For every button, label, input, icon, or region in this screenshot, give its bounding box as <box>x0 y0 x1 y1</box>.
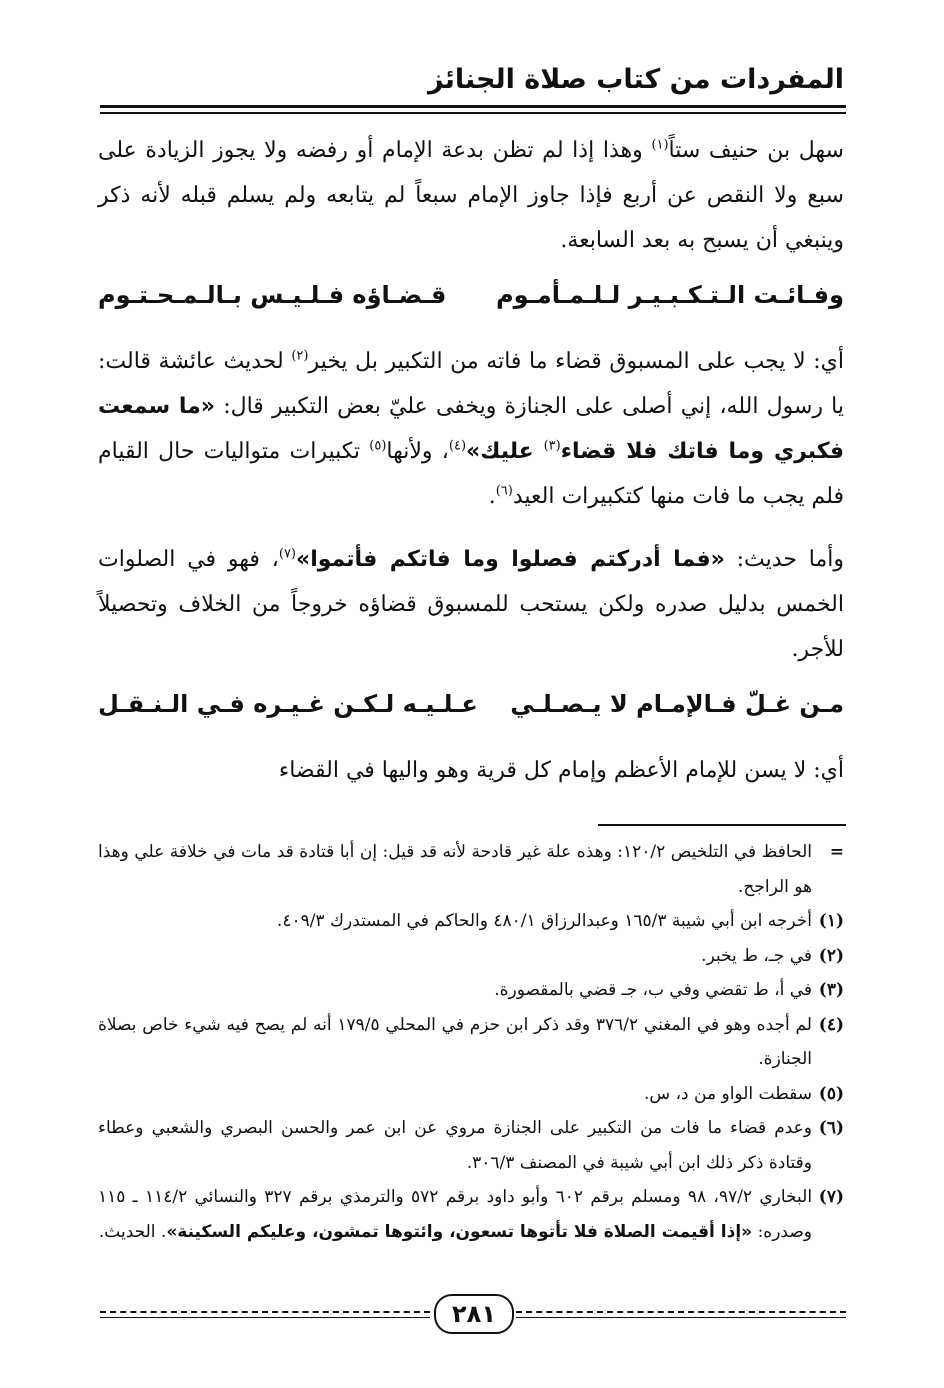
paragraph: أي: لا يسن للإمام الأعظم وإمام كل قرية وهو واليها في القضاء <box>278 758 844 783</box>
text-run: سهل بن حنيف ستاً <box>668 138 844 163</box>
verse-heading <box>98 269 844 321</box>
footnote-number: = <box>829 842 844 862</box>
verse-hemistich-2: قـضـاؤه فـلـيـس بـالـمـحـتـوم <box>98 281 447 309</box>
hadith-quote: «ما سمعت فكبري وما فاتك فلا قضاء <box>98 394 844 464</box>
footnote-number: (١) <box>818 911 844 931</box>
footnote <box>98 1111 844 1180</box>
footnote-ref: (٢) <box>291 348 309 364</box>
running-head: المفردات من كتاب صلاة الجنائز <box>427 64 844 95</box>
footnotes <box>98 835 844 1249</box>
footnote-text: الحافظ في التلخيص ١٢٠/٢: وهذه علة غير قادحة لأنه قد قيل: إن أبا قتادة قد مات في خلافة علي وهذا هو الراجح. <box>98 842 812 897</box>
footnote-number: (٦) <box>818 1118 844 1138</box>
header-rule-thin <box>100 112 846 114</box>
footnote <box>98 904 844 939</box>
footnote-number: (٢) <box>818 945 844 966</box>
footnote <box>98 1180 844 1249</box>
text-run: وهذا إذا لم تظن بدعة الإمام أو رفضه ولا يجوز الزيادة على سبع ولا النقص عن أربع فإذا جاوز الإمام سبعاً لم يتابعه ولم يسلم قبله لأنه ذكر وينبغي أن يسبح به بعد السابعة. <box>98 138 844 253</box>
footer-rule-left <box>100 1311 430 1313</box>
footnote-ref: (١) <box>651 137 669 153</box>
verse-hemistich-2: عـلـيـه لـكـن غـيـره فـي الـنـقـل <box>98 690 478 718</box>
footnote <box>98 1077 844 1112</box>
footnote <box>98 939 844 974</box>
footnote-text: وعدم قضاء ما فات من التكبير على الجنازة مروي عن ابن عمر والحسن البصري والشعبي وعطاء وقتادة ذكر ذلك ابن أبي شيبة في المصنف ٣٠٦/٣. <box>98 1118 812 1173</box>
verse-heading <box>98 678 844 730</box>
footnote-number: (٥) <box>818 1083 844 1104</box>
text-run: أي: لا يجب على المسبوق قضاء ما فاته من التكبير بل يخير <box>308 349 845 374</box>
hadith-quote: «فما أدركتم فصلوا وما فاتكم فأتموا» <box>296 547 725 572</box>
footer-rule-left-solid <box>100 1317 430 1318</box>
footnote-ref: (٦) <box>495 483 513 499</box>
paragraph <box>98 537 844 672</box>
footer-rule-right <box>516 1311 846 1313</box>
hadith-quote: «إذا أقيمت الصلاة فلا تأتوها تسعون، وائتوها تمشون، وعليكم السكينة» <box>166 1221 753 1242</box>
footnote-text <box>98 1180 812 1249</box>
main-text <box>98 128 844 793</box>
verse-hemistich-1: مـن غـلّ فـالإمـام لا يـصـلـي <box>510 690 844 718</box>
page-footer <box>100 1294 846 1334</box>
footnote-ref: (٣) <box>543 438 561 454</box>
hadith-quote: عليك» <box>466 439 544 464</box>
footnote-number: (٧) <box>818 1187 844 1207</box>
footnote <box>98 1008 844 1077</box>
paragraph <box>98 128 844 263</box>
header-rule <box>100 105 846 108</box>
text-run: وأما حديث: <box>724 547 844 572</box>
footnote-number: (٣) <box>818 980 844 1000</box>
text-run: البخاري ٩٧/٢، ٩٨ ومسلم برقم ٦٠٢ وأبو داود برقم ٥٧٢ والترمذي برقم ٣٢٧ والنسائي ١١٤/٢ ـ ١١٥ وصدره: <box>98 1187 813 1242</box>
text-run: تكبيرات متواليات حال القيام فلم يجب ما فات منها كتكبيرات العيد <box>98 439 844 509</box>
footnote-ref: (٤) <box>448 438 467 454</box>
paragraph <box>98 339 844 519</box>
text-run: . الحديث. <box>98 1221 167 1242</box>
footnote-text: في جـ، ط يخبر. <box>701 945 812 966</box>
text-run: . <box>488 484 496 509</box>
verse-hemistich-1: وفـائـت الـتـكـبـيـر لـلـمـأمـوم <box>496 281 844 309</box>
footnote <box>98 973 844 1008</box>
footnote-text: في أ، ط تقضي وفي ب، جـ قضي بالمقصورة. <box>494 980 812 1000</box>
footnote-separator <box>598 824 846 826</box>
footnote-text: لم أجده وهو في المغني ٣٧٦/٢ وقد ذكر ابن حزم في المحلي ١٧٩/٥ أنه لم يصح فيه شيء خاص بصلاة الجنازة. <box>98 1014 812 1069</box>
text-run: ، ولأنها <box>386 439 449 464</box>
footnote-text: سقطت الواو من د، س. <box>644 1083 812 1104</box>
footnote-ref: (٥) <box>369 438 387 454</box>
text-run: ، فهو في الصلوات الخمس بدليل صدره ولكن يستحب للمسبوق قضاؤه خروجاً من الخلاف وتحصيلاً للأجر. <box>98 547 844 662</box>
footer-rule-right-solid <box>516 1317 846 1318</box>
text-run: لحديث عائشة قالت: يا رسول الله، إني أصلى على الجنازة ويخفى عليّ بعض التكبير قال: <box>98 349 845 419</box>
page-number: ٢٨١ <box>434 1294 514 1334</box>
footnote-number: (٤) <box>818 1014 844 1035</box>
footnote-ref: (٧) <box>278 546 296 562</box>
footnote-text: أخرجه ابن أبي شيبة ١٦٥/٣ وعبدالرزاق ٤٨٠/١ والحاكم في المستدرك ٤٠٩/٣. <box>276 911 812 931</box>
footnote <box>98 835 844 904</box>
